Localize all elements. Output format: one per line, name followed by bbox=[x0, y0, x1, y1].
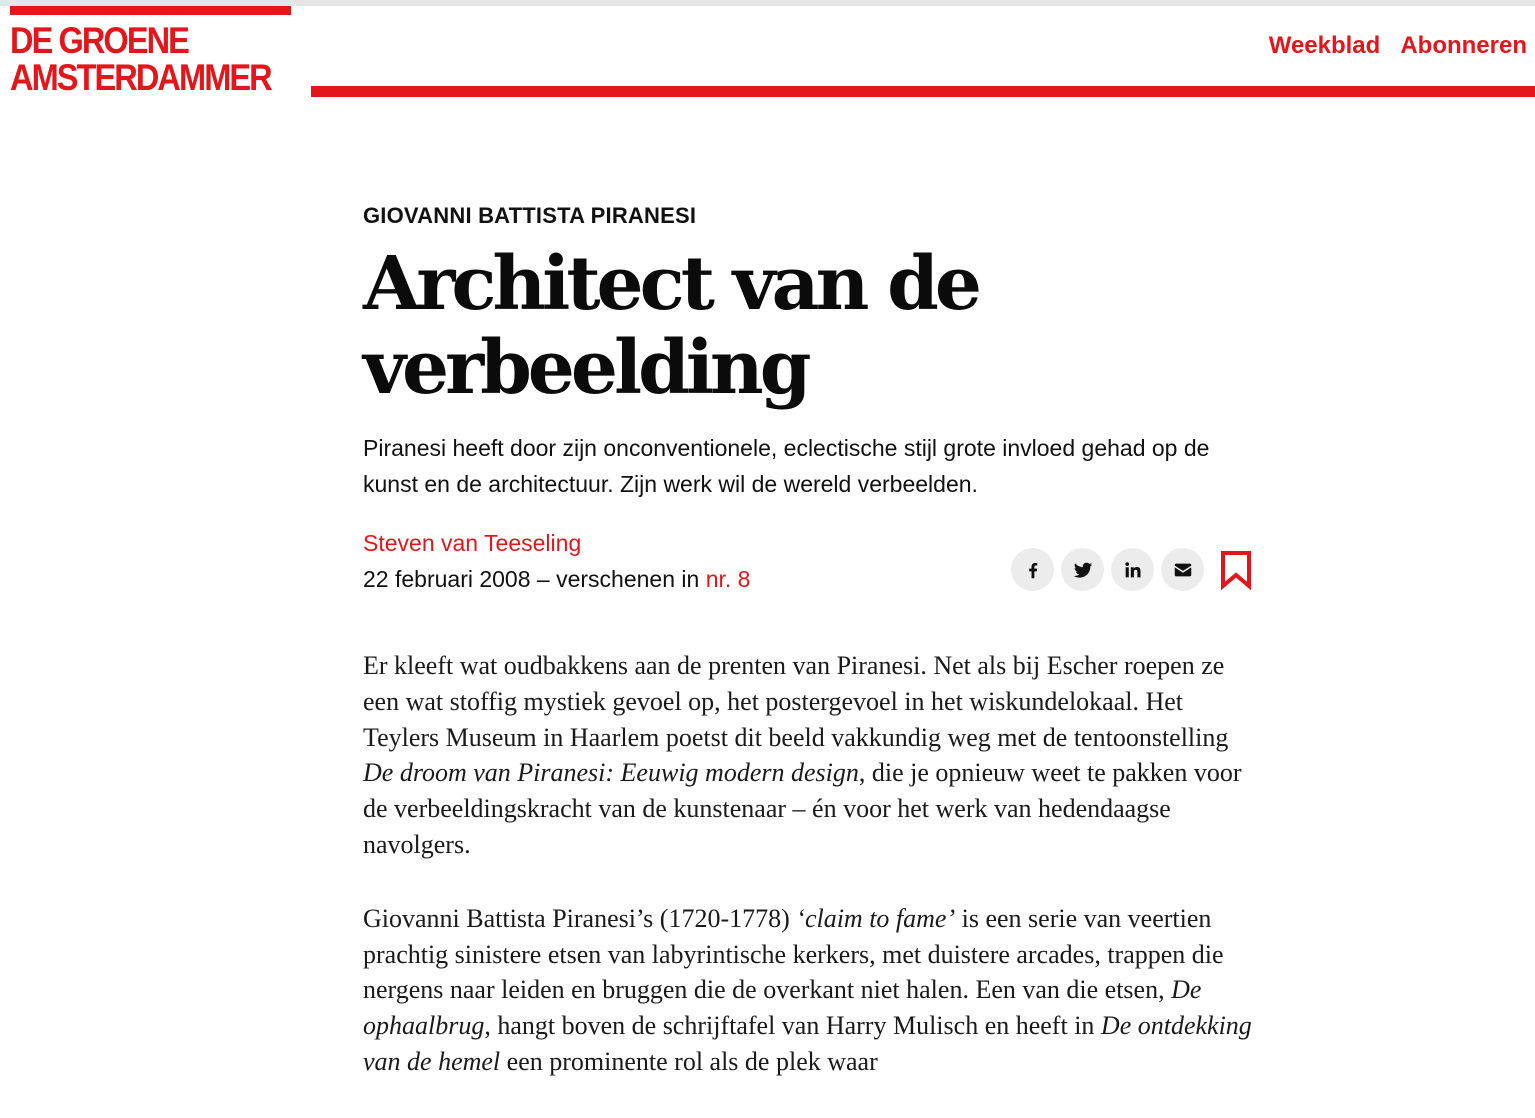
exhibition-title: De droom van Piranesi: Eeuwig modern design bbox=[363, 758, 859, 788]
paragraph-text: een prominente rol als de plek waar bbox=[500, 1046, 878, 1076]
article-dateline bbox=[363, 566, 750, 593]
paragraph-text: Giovanni Battista Piranesi’s (1720-1778) bbox=[363, 903, 797, 933]
email-icon bbox=[1172, 559, 1194, 581]
logo-line-1: DE GROENE bbox=[10, 20, 188, 61]
paragraph-text: is een serie van veertien prachtig sinistere etsen van labyrintische kerkers, met duistere arcades, trappen die nergens naar leiden en bruggen die de overkant niet halen. Een van die etsen, bbox=[363, 903, 1224, 1005]
share-twitter-button[interactable] bbox=[1061, 548, 1104, 591]
publication-date: 22 februari 2008 – verschenen in bbox=[363, 566, 706, 592]
logo-top-bar bbox=[10, 6, 291, 15]
header-rule bbox=[311, 86, 1535, 97]
body-paragraph bbox=[363, 648, 1263, 863]
share-email-button[interactable] bbox=[1161, 548, 1204, 591]
body-paragraph bbox=[363, 901, 1263, 1080]
italic-phrase: ‘claim to fame’ bbox=[796, 903, 956, 933]
artwork-title: De ophaalbrug bbox=[363, 975, 1202, 1041]
site-logo[interactable] bbox=[10, 20, 271, 98]
twitter-icon bbox=[1072, 559, 1094, 581]
share-buttons bbox=[1011, 548, 1204, 591]
nav-weekblad-link[interactable]: Weekblad bbox=[1268, 32, 1381, 59]
paragraph-text: , hangt boven de schrijftafel van Harry Mulisch en heeft in bbox=[484, 1011, 1101, 1041]
logo-line-2: AMSTERDAMMER bbox=[10, 57, 271, 98]
linkedin-icon bbox=[1122, 559, 1144, 581]
paragraph-text: Er kleeft wat oudbakkens aan de prenten van Piranesi. Net als bij Escher roepen ze een wat stoffig mystiek gevoel op, het postergevoel in het wiskundelokaal. Het Teylers Museum in Haarlem poetst dit beeld vakkundig weg met de tentoonstelling bbox=[363, 651, 1229, 752]
paragraph-text: , die je opnieuw weet te pakken voor de verbeeldingskracht van de kunstenaar – én voor het werk van hedendaagse navolgers. bbox=[363, 758, 1242, 859]
share-facebook-button[interactable] bbox=[1011, 548, 1054, 591]
bookmark-icon[interactable] bbox=[1220, 550, 1252, 590]
article-title: Architect van de verbeelding bbox=[363, 241, 978, 411]
author-link[interactable]: Steven van Teeseling bbox=[363, 530, 582, 556]
book-title: De ontdekking van de hemel bbox=[363, 1011, 1252, 1076]
article-lead: Piranesi heeft door zijn onconventionele, eclectische stijl grote invloed gehad op de kunst en de architectuur. Zijn werk wil de wereld verbeelden. bbox=[363, 435, 1210, 497]
main-nav bbox=[1269, 32, 1527, 60]
article-kicker: GIOVANNI BATTISTA PIRANESI bbox=[363, 203, 697, 228]
facebook-icon bbox=[1022, 559, 1044, 581]
article-body bbox=[363, 648, 1263, 1118]
share-linkedin-button[interactable] bbox=[1111, 548, 1154, 591]
issue-link[interactable]: nr. 8 bbox=[705, 566, 751, 592]
nav-abonneren-link[interactable]: Abonneren bbox=[1400, 32, 1527, 59]
